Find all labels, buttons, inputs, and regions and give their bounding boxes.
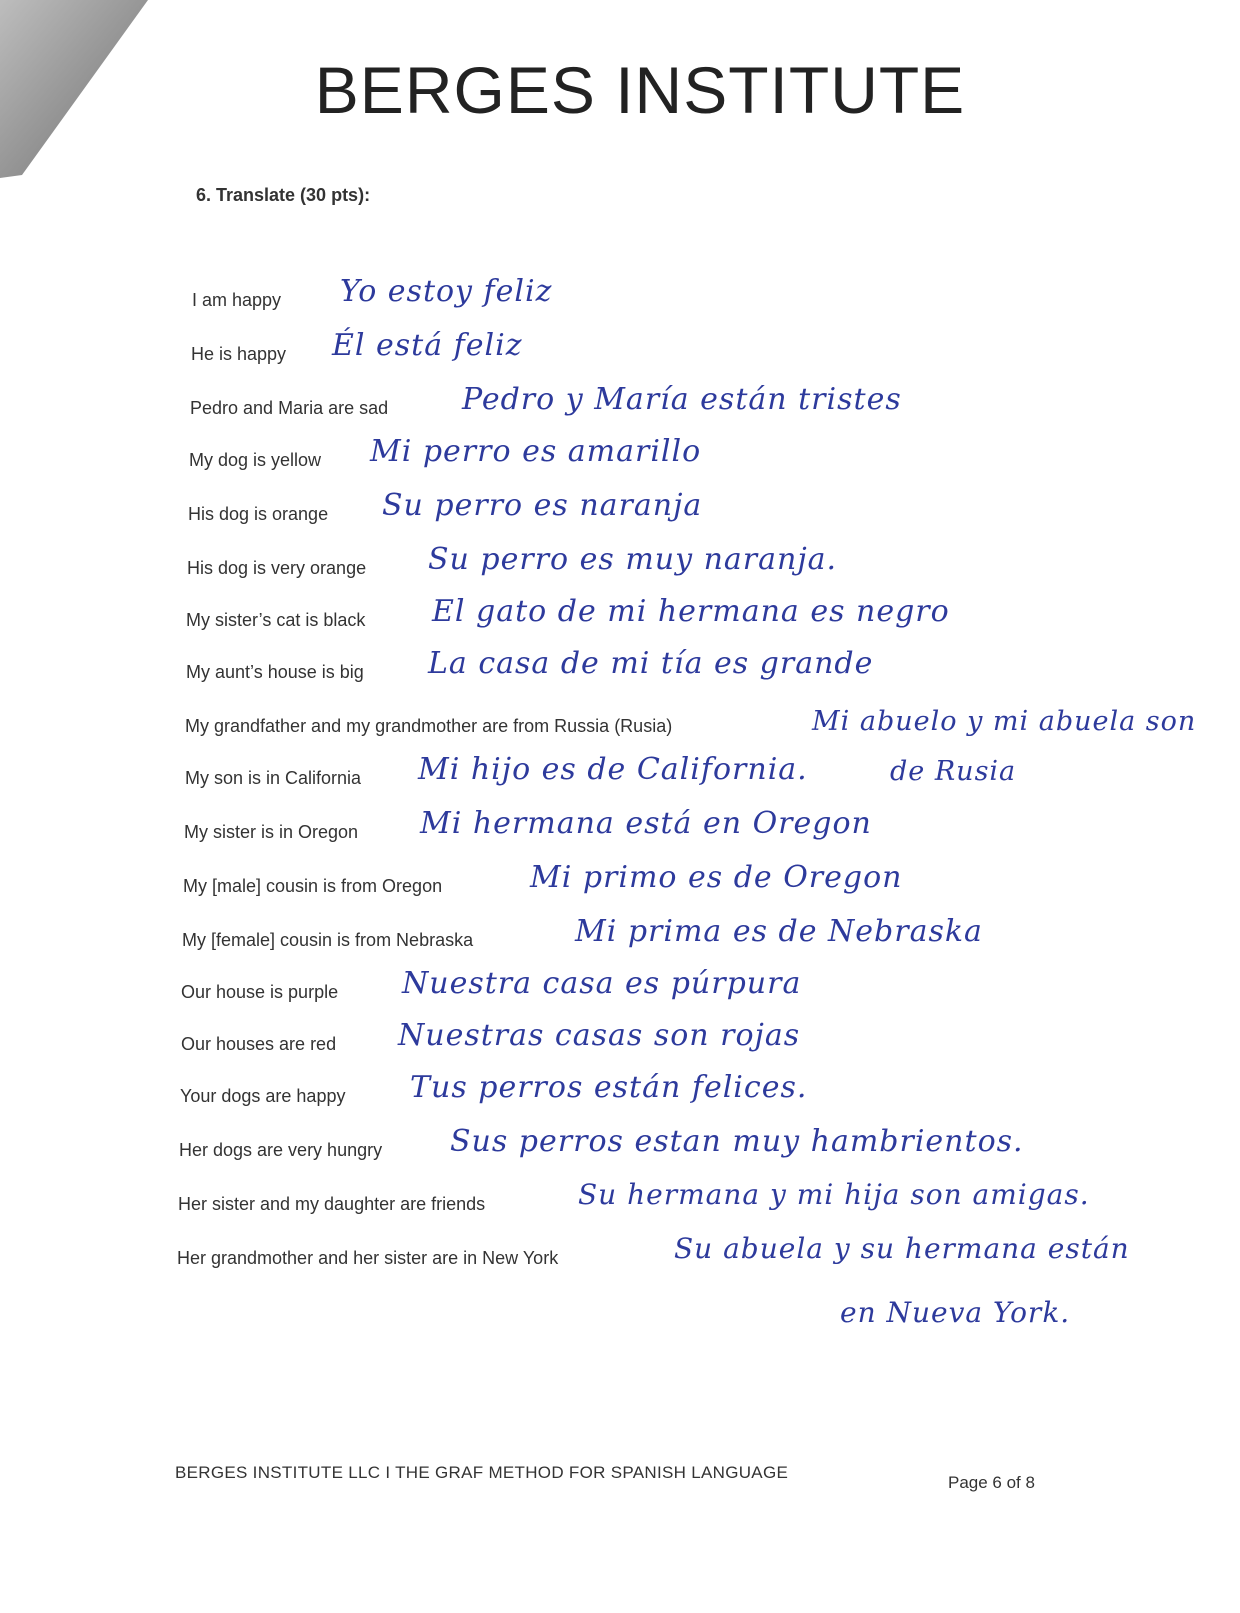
list-item xyxy=(0,434,1240,490)
list-item xyxy=(0,594,1240,650)
handwritten-answer: Nuestras casas son rojas xyxy=(398,1018,801,1053)
prompt-text: My aunt’s house is big xyxy=(186,662,364,682)
handwritten-answer: Él está feliz xyxy=(332,328,523,363)
prompt-text: My [female] cousin is from Nebraska xyxy=(182,930,474,950)
prompt-text: Her grandmother and her sister are in New York xyxy=(177,1248,559,1268)
prompt-text: Her sister and my daughter are friends xyxy=(178,1194,486,1214)
list-item xyxy=(0,860,1240,916)
prompt-text: My dog is yellow xyxy=(189,450,322,470)
handwritten-answer: Yo estoy feliz xyxy=(340,274,553,309)
handwritten-answer: Mi abuelo y mi abuela son xyxy=(812,706,1197,737)
prompt-text: I am happy xyxy=(192,290,282,310)
prompt-text: My sister is in Oregon xyxy=(184,822,359,842)
prompt-text: His dog is orange xyxy=(188,504,329,524)
handwritten-answer: Su perro es naranja xyxy=(382,488,703,523)
handwritten-answer: Sus perros estan muy hambrientos. xyxy=(450,1124,1024,1159)
prompt-text: Your dogs are happy xyxy=(180,1086,346,1106)
prompt-text: Pedro and Maria are sad xyxy=(190,398,389,418)
prompt-text: He is happy xyxy=(191,344,287,364)
handwritten-answer: La casa de mi tía es grande xyxy=(428,646,874,681)
prompt-text: Our house is purple xyxy=(181,982,339,1002)
list-item xyxy=(0,274,1240,330)
list-item xyxy=(0,1232,1240,1329)
handwritten-answer-continued: de Rusia xyxy=(890,756,1017,787)
list-item xyxy=(0,806,1240,862)
handwritten-answer: Pedro y María están tristes xyxy=(462,382,902,417)
prompt-text: His dog is very orange xyxy=(187,558,367,578)
handwritten-answer: Mi primo es de Oregon xyxy=(530,860,903,895)
handwritten-answer: Mi hijo es de California. xyxy=(418,752,808,787)
handwritten-answer: Mi prima es de Nebraska xyxy=(575,914,983,949)
prompt-text: My son is in California xyxy=(185,768,362,788)
prompt-text: Our houses are red xyxy=(181,1034,337,1054)
list-item xyxy=(0,328,1240,384)
list-item xyxy=(0,1018,1240,1074)
exercise-heading: 6. Translate (30 pts): xyxy=(196,185,371,205)
handwritten-answer: Nuestra casa es púrpura xyxy=(402,966,802,1001)
handwritten-answer: Mi perro es amarillo xyxy=(370,434,702,469)
list-item xyxy=(0,1070,1240,1126)
handwritten-answer: Tus perros están felices. xyxy=(410,1070,808,1105)
handwritten-answer-continued: en Nueva York. xyxy=(840,1296,1071,1329)
handwritten-answer: Su abuela y su hermana están xyxy=(674,1232,1130,1265)
list-item xyxy=(0,914,1240,970)
handwritten-answer: Mi hermana está en Oregon xyxy=(420,806,872,841)
list-item xyxy=(0,752,1240,808)
handwritten-answer: El gato de mi hermana es negro xyxy=(432,594,950,629)
list-item xyxy=(0,542,1240,598)
list-item xyxy=(0,1178,1240,1234)
page-number: Page 6 of 8 xyxy=(948,1473,1035,1492)
handwritten-answer: Su perro es muy naranja. xyxy=(428,542,838,577)
list-item xyxy=(0,646,1240,702)
handwritten-answer: Su hermana y mi hija son amigas. xyxy=(578,1178,1090,1211)
list-item xyxy=(0,966,1240,1022)
list-item xyxy=(0,382,1240,438)
list-item xyxy=(0,1124,1240,1180)
page-title: BERGES INSTITUTE xyxy=(314,53,966,127)
prompt-text: My [male] cousin is from Oregon xyxy=(183,876,443,896)
footer-publisher: BERGES INSTITUTE LLC I THE GRAF METHOD FOR SPANISH LANGUAGE xyxy=(175,1463,789,1482)
prompt-text: Her dogs are very hungry xyxy=(179,1140,383,1160)
list-item xyxy=(0,488,1240,544)
prompt-text: My grandfather and my grandmother are from Russia (Rusia) xyxy=(185,716,673,736)
prompt-text: My sister’s cat is black xyxy=(186,610,366,630)
